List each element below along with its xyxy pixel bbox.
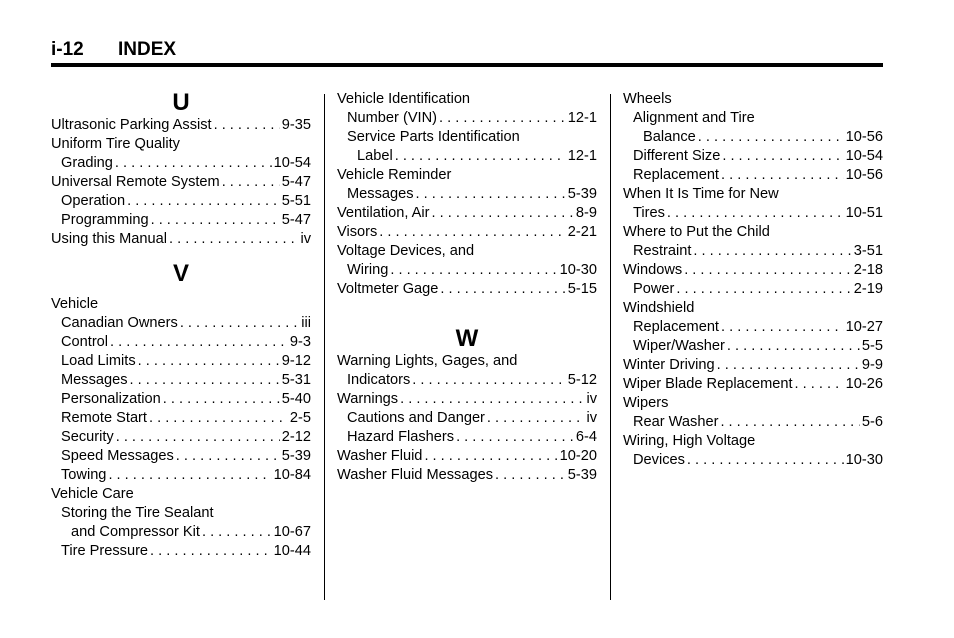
entry-text: Tire Pressure	[61, 543, 149, 559]
entry-text: Hazard Flashers	[347, 429, 455, 445]
index-entry	[51, 447, 311, 466]
index-entry	[51, 523, 311, 542]
entry-list-w	[337, 352, 597, 485]
index-entry	[623, 204, 883, 223]
entry-text: Towing	[61, 467, 107, 483]
index-entry	[51, 333, 311, 352]
index-entry	[51, 428, 311, 447]
entry-page: 5-40	[281, 391, 311, 407]
index-entry: Wiring, High Voltage	[623, 433, 756, 449]
entry-text: Indicators	[347, 372, 411, 388]
entry-text: Load Limits	[61, 353, 136, 369]
entry-text: Grading	[61, 155, 113, 171]
index-entry	[623, 375, 883, 394]
index-column-1	[51, 90, 311, 561]
entry-page: 8-9	[575, 205, 597, 221]
entry-text: Label	[357, 148, 393, 164]
section-letter-v: V	[172, 260, 189, 287]
entry-page: 10-54	[273, 155, 311, 171]
index-entry	[51, 371, 311, 390]
entry-page: 6-4	[575, 429, 597, 445]
index-entry	[337, 466, 597, 485]
entry-text: Balance	[643, 129, 696, 145]
entry-page: 10-67	[273, 524, 311, 540]
entry-text: Different Size	[633, 148, 721, 164]
index-entry	[51, 116, 311, 135]
index-entry	[337, 447, 597, 466]
entry-text: Control	[61, 334, 109, 350]
entry-text: Visors	[337, 224, 378, 240]
entry-text: Restraint	[633, 243, 692, 259]
entry-text: Messages	[61, 372, 128, 388]
index-entry: Windshield	[623, 300, 695, 316]
entry-page: 5-47	[281, 174, 311, 190]
entry-page: 2-5	[289, 410, 311, 426]
entry-page: 9-35	[281, 117, 311, 133]
entry-page: 10-26	[845, 376, 883, 392]
index-entry	[623, 128, 883, 147]
page-header	[51, 38, 883, 62]
entry-page: 3-51	[853, 243, 883, 259]
entry-page: 9-3	[289, 334, 311, 350]
index-entry: Voltage Devices, and	[337, 243, 475, 259]
entry-page: 9-9	[861, 357, 883, 373]
entry-page: 10-51	[845, 205, 883, 221]
index-entry: Storing the Tire Sealant	[61, 505, 214, 521]
entry-page: 10-56	[845, 129, 883, 145]
entry-text: Speed Messages	[61, 448, 174, 464]
entry-page: 5-39	[567, 186, 597, 202]
entry-page: 10-44	[273, 543, 311, 559]
entry-list-v-cont	[337, 90, 597, 299]
entry-text: Tires	[633, 205, 665, 221]
entry-text: Wiper Blade Replacement	[623, 376, 793, 392]
index-entry	[51, 314, 311, 333]
index-entry	[623, 280, 883, 299]
entry-page: 10-84	[273, 467, 311, 483]
index-entry	[337, 371, 597, 390]
header-rule	[51, 63, 883, 67]
index-entry	[623, 413, 883, 432]
entry-text: Canadian Owners	[61, 315, 178, 331]
entry-page: 10-30	[559, 262, 597, 278]
entry-text: Programming	[61, 212, 149, 228]
index-entry	[623, 451, 883, 470]
section-letter-u: U	[172, 89, 190, 116]
entry-page: 5-6	[861, 414, 883, 430]
entry-text: Remote Start	[61, 410, 147, 426]
entry-text: Operation	[61, 193, 126, 209]
index-entry	[51, 230, 311, 249]
index-entry	[337, 223, 597, 242]
index-entry: Vehicle Care	[51, 486, 134, 502]
entry-page: 10-54	[845, 148, 883, 164]
index-entry	[337, 147, 597, 166]
index-entry	[337, 280, 597, 299]
entry-text: Rear Washer	[633, 414, 719, 430]
entry-text: Universal Remote System	[51, 174, 220, 190]
index-entry: Service Parts Identification	[347, 129, 520, 145]
index-entry	[337, 261, 597, 280]
entry-page: 10-20	[559, 448, 597, 464]
index-entry: Vehicle Identification	[337, 91, 471, 107]
column-divider	[324, 94, 325, 600]
entry-text: Using this Manual	[51, 231, 167, 247]
index-entry	[337, 185, 597, 204]
entry-list-u	[51, 116, 311, 249]
index-entry: Where to Put the Child	[623, 224, 770, 240]
index-entry	[337, 409, 597, 428]
index-entry	[623, 147, 883, 166]
entry-page: 5-39	[281, 448, 311, 464]
entry-text: Devices	[633, 452, 685, 468]
index-entry	[337, 428, 597, 447]
index-entry: Warning Lights, Gages, and	[337, 353, 518, 369]
index-entry: When It Is Time for New	[623, 186, 779, 202]
index-entry	[51, 390, 311, 409]
entry-text: and Compressor Kit	[71, 524, 200, 540]
index-column-2	[337, 90, 597, 485]
entry-text: Voltmeter Gage	[337, 281, 439, 297]
index-entry	[623, 261, 883, 280]
entry-page: 10-30	[845, 452, 883, 468]
entry-text: Wiring	[347, 262, 389, 278]
entry-page: 5-5	[861, 338, 883, 354]
entry-text: Ultrasonic Parking Assist	[51, 117, 212, 133]
index-entry	[51, 154, 311, 173]
index-entry	[337, 109, 597, 128]
entry-page: 5-47	[281, 212, 311, 228]
entry-page: 5-51	[281, 193, 311, 209]
index-entry: Vehicle	[51, 296, 99, 312]
entry-page: 5-15	[567, 281, 597, 297]
index-entry: Uniform Tire Quality	[51, 136, 180, 152]
entry-text: Cautions and Danger	[347, 410, 485, 426]
entry-text: Washer Fluid	[337, 448, 423, 464]
entry-text: Ventilation, Air	[337, 205, 430, 221]
index-entry	[51, 192, 311, 211]
index-entry	[51, 173, 311, 192]
index-entry	[623, 318, 883, 337]
entry-page: 5-31	[281, 372, 311, 388]
page-number: i-12	[51, 39, 84, 60]
index-entry: Vehicle Reminder	[337, 167, 452, 183]
page-title: INDEX	[118, 39, 177, 60]
index-entry: Alignment and Tire	[633, 110, 755, 126]
section-letter-w: W	[455, 325, 479, 352]
index-entry	[337, 204, 597, 223]
entry-list-v	[51, 295, 311, 561]
index-entry: Wheels	[623, 91, 672, 107]
entry-page: 2-21	[567, 224, 597, 240]
entry-text: Messages	[347, 186, 414, 202]
column-divider	[610, 94, 611, 600]
index-entry	[623, 166, 883, 185]
entry-page: 12-1	[567, 148, 597, 164]
entry-text: Warnings	[337, 391, 399, 407]
entry-text: Power	[633, 281, 675, 297]
index-entry	[51, 211, 311, 230]
entry-text: Replacement	[633, 167, 719, 183]
entry-page: 2-18	[853, 262, 883, 278]
entry-page: iii	[301, 315, 311, 331]
entry-page: iv	[300, 231, 311, 247]
index-column-3	[623, 90, 883, 470]
entry-page: iv	[586, 410, 597, 426]
index-entry: Wipers	[623, 395, 669, 411]
entry-text: Washer Fluid Messages	[337, 467, 493, 483]
index-entry	[51, 409, 311, 428]
entry-text: Personalization	[61, 391, 161, 407]
entry-text: Wiper/Washer	[633, 338, 725, 354]
entry-page: iv	[586, 391, 597, 407]
index-entry	[51, 352, 311, 371]
entry-text: Security	[61, 429, 114, 445]
entry-text: Number (VIN)	[347, 110, 438, 126]
entry-text: Winter Driving	[623, 357, 715, 373]
entry-page: 2-12	[281, 429, 311, 445]
entry-text: Windows	[623, 262, 683, 278]
index-entry	[623, 356, 883, 375]
index-entry	[623, 337, 883, 356]
entry-text: Replacement	[633, 319, 719, 335]
entry-page: 5-12	[567, 372, 597, 388]
entry-page: 9-12	[281, 353, 311, 369]
index-entry	[623, 242, 883, 261]
index-entry	[51, 542, 311, 561]
index-entry	[337, 390, 597, 409]
entry-page: 5-39	[567, 467, 597, 483]
entry-page: 10-27	[845, 319, 883, 335]
entry-page: 2-19	[853, 281, 883, 297]
index-entry	[51, 466, 311, 485]
entry-page: 10-56	[845, 167, 883, 183]
entry-page: 12-1	[567, 110, 597, 126]
